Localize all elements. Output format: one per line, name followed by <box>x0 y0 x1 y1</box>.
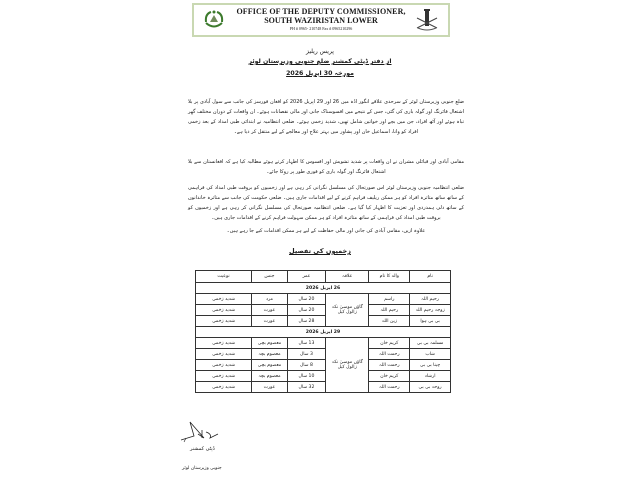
cell-gender: مرد <box>252 294 288 305</box>
signature-scribble-icon <box>180 420 220 446</box>
cell-name: شاب <box>410 349 451 360</box>
paragraph-elders-demand: مقامی آبادی اور قبائلی مشران نے ان واقعات پر شدید تشویش اور افسوس کا اظہار کرتے ہوئے مطالبہ کیا ہے کہ افغانستان سے بلا اشتعال فائرنگ اور گولہ باری کو فوری طور پر روکا جائے۔ <box>188 159 464 175</box>
col-area: علاقہ <box>326 271 369 283</box>
cell-gender: معصوم بچہ <box>252 371 288 382</box>
signatory-district: جنوبی وزیرستان لوئر <box>182 466 222 471</box>
group-date-row <box>196 327 451 338</box>
kpk-emblem-icon <box>202 8 226 32</box>
group-date: 29 اپریل 2026 <box>196 327 451 338</box>
cell-age: 10 سال <box>287 371 325 382</box>
cell-name: زوجہ رحیم اللہ <box>410 305 451 316</box>
cell-gender: عورت <box>252 382 288 393</box>
issuing-office: از دفتر ڈپٹی کمشنر ضلع جنوبی وزیرستان لوئر <box>248 58 392 65</box>
table-row <box>196 371 451 382</box>
col-name: نام <box>410 271 451 283</box>
cell-gender: عورت <box>252 316 288 327</box>
group-date: 26 اپریل 2026 <box>196 283 451 294</box>
cell-age: 28 سال <box>287 316 325 327</box>
cell-name: رحیم اللہ <box>410 294 451 305</box>
cell-name: مسلمہ بی بی <box>410 338 451 349</box>
table-row <box>196 349 451 360</box>
letterhead <box>192 3 450 37</box>
paragraph-incident: ضلع جنوبی وزیرستان لوئر کے سرحدی علاقے انگور اڈہ میں 26 اور 29 اپریل 2026 کو افغان فورسز کی جانب سے سول آبادی پر بلا اشتعال فائرنگ اور گولہ باری کی گئی، جس کے نتیجے میں افسوسناک جانی اور مالی نقصانات ہوئے۔ ان واقعات کے دوران مختلف گھر تباہ ہوئے اور آٹھ افراد، جن میں بچے اور خواتین شامل تھیں، شدید زخمی ہوئے۔ ضلعی انتظامیہ نے ابتدائی طبی امداد کے بعد زخمی افراد کو وانا، اسماعیل خان اور پشاور میں بہتر علاج اور معالجے کے لیے منتقل کر دیا ہے۔ <box>188 99 464 135</box>
cell-name: بی بی ہوا <box>410 316 451 327</box>
cell-area: گاؤں موسیٰ نکہ زالول کیل <box>326 338 369 393</box>
cell-age: 32 سال <box>287 382 325 393</box>
col-nature: نوعیت <box>196 271 252 283</box>
cell-gender: معصوم بچی <box>252 360 288 371</box>
cell-nature: شدید زخمی <box>196 338 252 349</box>
cell-age: 3 سال <box>287 349 325 360</box>
contact-info: PH # 0965- 210748 Fax # 0965210296 <box>289 26 353 31</box>
cell-nature: شدید زخمی <box>196 305 252 316</box>
paragraph-safety-measures: علاوہ ازیں، مقامی آبادی کی جانی اور مالی حفاظت کے لیے ہر ممکن اقدامات کیے جا رہے ہیں۔ <box>226 228 426 234</box>
office-title: OFFICE OF THE DEPUTY COMMISSIONER, <box>236 7 406 16</box>
press-release-label: پریس ریلیز <box>306 48 334 55</box>
cell-father: کریم خان <box>369 338 410 349</box>
table-row <box>196 305 451 316</box>
cell-nature: شدید زخمی <box>196 382 252 393</box>
cell-father: رحمت اللہ <box>369 382 410 393</box>
cell-age: 13 سال <box>287 338 325 349</box>
cell-nature: شدید زخمی <box>196 294 252 305</box>
cell-name: چینا بی بی <box>410 360 451 371</box>
col-age: عمر <box>287 271 325 283</box>
cell-nature: شدید زخمی <box>196 360 252 371</box>
paragraph-administration: ضلعی انتظامیہ جنوبی وزیرستان لوئر اس صورتحال کی مسلسل نگرانی کر رہی ہے اور زخمیوں کو بروقت طبی امداد کی فراہمی کے ساتھ ساتھ متاثرہ افراد کو ہر ممکن ریلیف فراہم کرنے کے لیے اقدامات جاری ہیں۔ ضلعی حکومت کی جانب سے متاثرہ خاندانوں کے ساتھ دلی ہمدردی اور تعزیت کا اظہار کیا گیا ہے۔ ضلعی انتظامیہ صورتحال کی مسلسل نگرانی کر رہی ہے اور زخمیوں کو بروقت طبی امداد کی فراہمی کے ساتھ متاثرہ افراد کو ہر ممکن سہولت فراہم کرنے کے اقدامات جاری ہیں۔ <box>188 185 464 221</box>
cell-name: روحہ بی بی <box>410 382 451 393</box>
table-row <box>196 360 451 371</box>
injured-table <box>195 270 451 393</box>
table-header-row <box>196 271 451 283</box>
cell-gender: معصوم بچہ <box>252 349 288 360</box>
district-emblem-icon <box>414 8 440 32</box>
table-row <box>196 316 451 327</box>
col-gender: جنس <box>252 271 288 283</box>
cell-gender: معصوم بچی <box>252 338 288 349</box>
cell-name: ارشاد <box>410 371 451 382</box>
table-row <box>196 382 451 393</box>
cell-nature: شدید زخمی <box>196 349 252 360</box>
cell-age: 20 سال <box>287 305 325 316</box>
cell-father: رحمت اللہ <box>369 349 410 360</box>
cell-nature: شدید زخمی <box>196 371 252 382</box>
group-date-row <box>196 283 451 294</box>
cell-father: راسم <box>369 294 410 305</box>
cell-gender: عورت <box>252 305 288 316</box>
cell-father: زین اللہ <box>369 316 410 327</box>
cell-father: رحمت اللہ <box>369 360 410 371</box>
release-date: مورخہ 30 اپریل 2026 <box>286 70 354 77</box>
cell-father: کریم خان <box>369 371 410 382</box>
district-title: SOUTH WAZIRISTAN LOWER <box>264 16 378 25</box>
cell-age: 8 سال <box>287 360 325 371</box>
table-row <box>196 294 451 305</box>
cell-age: 20 سال <box>287 294 325 305</box>
cell-nature: شدید زخمی <box>196 316 252 327</box>
table-title: زخمیوں کی تفصیل <box>289 247 351 255</box>
cell-father: رحیم اللہ <box>369 305 410 316</box>
signatory-title: ڈپٹی کمشنر <box>190 446 215 452</box>
col-father-name: والد کا نام <box>369 271 410 283</box>
cell-area: گاؤں موسیٰ نکہ زالول کیل <box>326 294 369 327</box>
table-row <box>196 338 451 349</box>
